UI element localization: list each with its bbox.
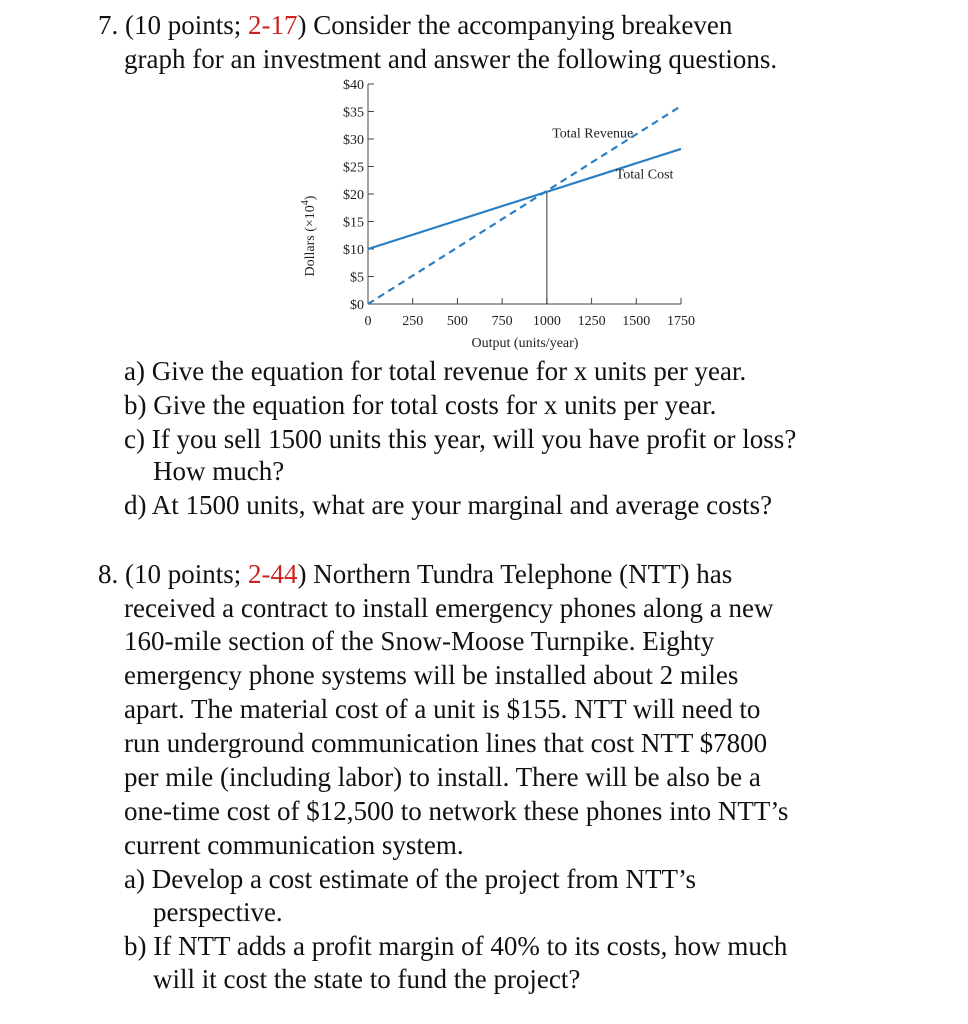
question-text-line: one-time cost of $12,500 to network these phones into NTT’s	[124, 796, 789, 826]
y-tick-label: $40	[343, 78, 364, 93]
x-tick-label: 1500	[622, 314, 651, 329]
total-revenue-line	[368, 106, 681, 304]
y-tick-label: $15	[343, 215, 364, 231]
part-a-continued: perspective.	[153, 897, 283, 927]
x-tick-label: 1250	[577, 314, 606, 329]
part-b-continued: will it cost the state to fund the project?	[153, 964, 581, 994]
x-tick-label: 1000	[532, 314, 561, 329]
breakeven-chart	[300, 76, 720, 358]
question-text: Consider the accompanying breakeven	[306, 10, 733, 40]
points-label: (10 points;	[125, 10, 249, 40]
part-a: a) Give the equation for total revenue for x units per year.	[124, 356, 747, 386]
chart-series	[368, 106, 681, 304]
part-a: a) Develop a cost estimate of the project from NTT’s	[124, 864, 697, 894]
question-text-line: 160-mile section of the Snow-Moose Turnpike. Eighty	[124, 626, 715, 656]
question-text-line: graph for an investment and answer the following questions.	[124, 44, 778, 74]
question-text: Northern Tundra Telephone (NTT) has	[306, 559, 733, 589]
problem-reference: 2-17	[248, 10, 298, 40]
x-tick-label: 750	[491, 314, 513, 329]
x-tick-label: 1750	[667, 314, 695, 329]
part-c: c) If you sell 1500 units this year, will you have profit or loss?	[124, 424, 797, 454]
question-8-heading	[98, 558, 732, 590]
x-tick-label: 0	[364, 314, 372, 329]
points-close: )	[297, 559, 307, 589]
question-text-line: apart. The material cost of a unit is $155. NTT will need to	[124, 694, 761, 724]
question-number: 7.	[98, 10, 119, 40]
x-tick-label: 250	[402, 314, 424, 329]
points-label: (10 points;	[125, 559, 249, 589]
x-tick-label: 500	[446, 314, 468, 329]
question-number: 8.	[98, 559, 119, 589]
total-cost-line	[368, 149, 681, 249]
y-tick-label: $10	[343, 243, 364, 258]
question-text-line: received a contract to install emergency phones along a new	[124, 593, 774, 623]
part-c-continued: How much?	[153, 456, 285, 486]
part-b: b) Give the equation for total costs for x units per year.	[124, 390, 717, 420]
x-axis-ticks	[365, 298, 696, 329]
y-tick-label: $35	[343, 105, 364, 121]
question-text-line: per mile (including labor) to install. There will be also be a	[124, 762, 761, 792]
y-tick-label: $5	[350, 270, 364, 286]
problem-reference: 2-44	[248, 559, 298, 589]
y-tick-label: $0	[350, 298, 364, 313]
y-tick-label: $30	[343, 133, 364, 148]
question-text-line: current communication system.	[124, 830, 464, 860]
points-close: )	[297, 10, 307, 40]
y-axis-ticks	[343, 78, 374, 313]
question-7-heading	[98, 9, 732, 41]
x-axis-label: Output (units/year)	[471, 336, 579, 351]
y-axis-label: Dollars $(\times 10^4)$	[300, 195, 318, 277]
chart-axes	[368, 84, 681, 304]
question-text-line: emergency phone systems will be installed about 2 miles	[124, 660, 739, 690]
y-tick-label: $20	[343, 188, 364, 203]
part-d: d) At 1500 units, what are your marginal and average costs?	[124, 490, 773, 520]
total-revenue-label: Total Revenue	[552, 126, 634, 142]
y-tick-label: $25	[343, 160, 364, 176]
total-cost-label: Total Cost	[615, 167, 674, 183]
part-b: b) If NTT adds a profit margin of 40% to its costs, how much	[124, 931, 788, 961]
question-text-line: run underground communication lines that cost NTT $7800	[124, 728, 768, 758]
